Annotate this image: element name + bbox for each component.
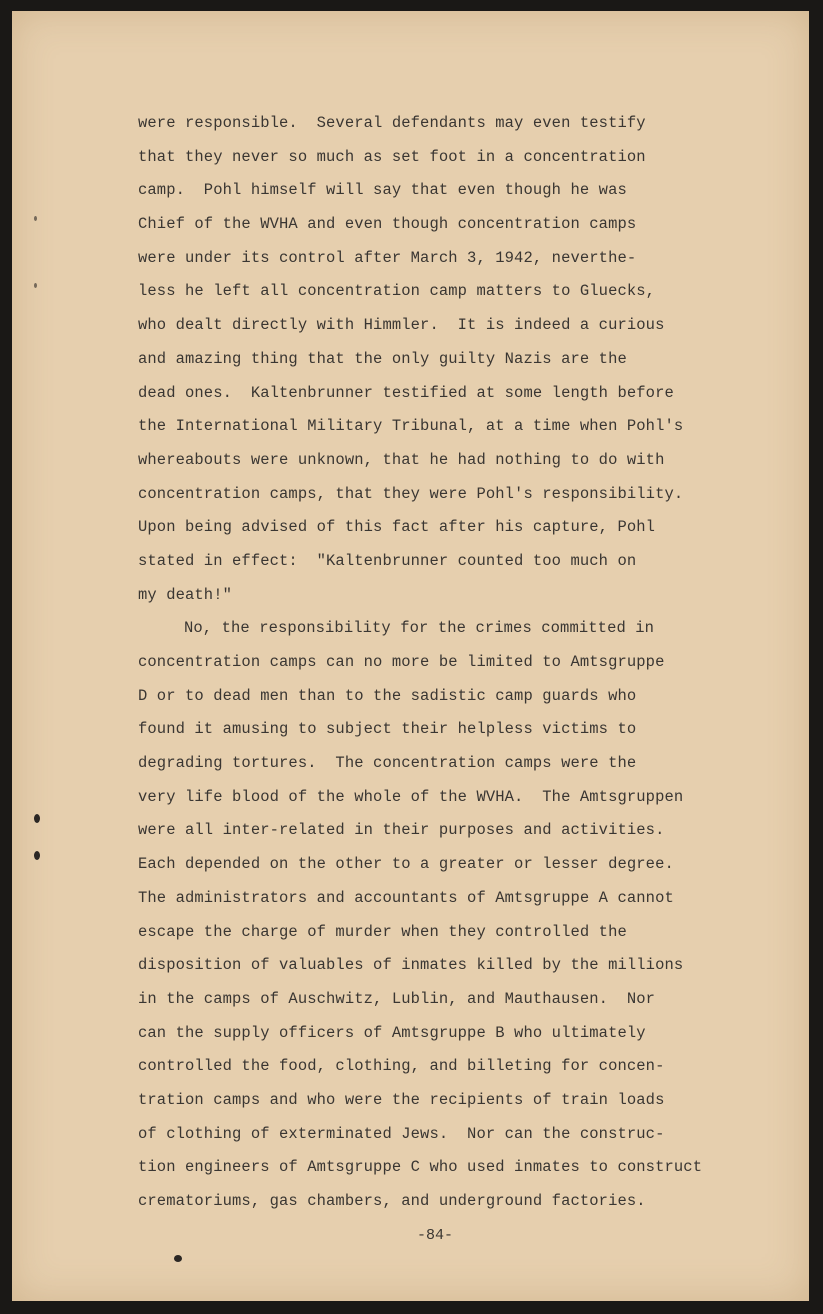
text-line: my death!": [138, 585, 233, 604]
text-line: The administrators and accountants of Amtsgruppe A cannot: [138, 888, 674, 907]
text-line: concentration camps can no more be limited to Amtsgruppe: [138, 653, 665, 671]
text-line: camp. Pohl himself will say that even though he was: [138, 181, 627, 200]
text-line: that they never so much as set foot in a concentration: [138, 147, 646, 166]
text-line: escape the charge of murder when they controlled the: [138, 922, 627, 941]
text-line: less he left all concentration camp matters to Gluecks,: [138, 282, 656, 301]
body-text: [138, 107, 758, 1219]
text-line: can the supply officers of Amtsgruppe B who ultimately: [138, 1023, 646, 1042]
text-line: were all inter-related in their purposes and activities.: [138, 821, 665, 840]
text-line: of clothing of exterminated Jews. Nor can the construc-: [138, 1124, 665, 1143]
text-line: degrading tortures. The concentration camps were the: [138, 754, 637, 773]
text-line: tion engineers of Amtsgruppe C who used inmates to construct: [138, 1158, 703, 1177]
text-line: who dealt directly with Himmler. It is indeed a curious: [138, 316, 665, 335]
document-page: [12, 11, 809, 1301]
ink-mark: [34, 814, 40, 823]
text-line: No, the responsibility for the crimes committed in: [184, 619, 655, 638]
text-line: very life blood of the whole of the WVHA. The Amtsgruppen: [138, 787, 684, 806]
text-line: and amazing thing that the only guilty Nazis are the: [138, 349, 627, 368]
text-line: dead ones. Kaltenbrunner testified at some length before: [138, 383, 674, 402]
text-line: the International Military Tribunal, at a time when Pohl's: [138, 417, 684, 436]
page-number: -84-: [417, 1227, 454, 1244]
text-line: tration camps and who were the recipients of train loads: [138, 1090, 665, 1109]
text-line: Chief of the WVHA and even though concentration camps: [138, 215, 637, 234]
ink-mark: [34, 851, 40, 860]
text-line: controlled the food, clothing, and billeting for concen-: [138, 1057, 665, 1076]
text-line: Upon being advised of this fact after his capture, Pohl: [138, 518, 656, 537]
text-line: disposition of valuables of inmates killed by the millions: [138, 956, 684, 975]
text-line: crematoriums, gas chambers, and underground factories.: [138, 1192, 646, 1210]
text-line: D or to dead men than to the sadistic camp guards who: [138, 686, 637, 705]
text-line: stated in effect: "Kaltenbrunner counted too much on: [138, 551, 637, 570]
text-line: whereabouts were unknown, that he had nothing to do with: [138, 450, 665, 469]
text-line: concentration camps, that they were Pohl's responsibility.: [138, 484, 684, 503]
ink-mark: [34, 283, 37, 288]
text-line: were responsible. Several defendants may even testify: [138, 114, 646, 132]
ink-mark: [34, 216, 37, 221]
text-line: Each depended on the other to a greater or lesser degree.: [138, 855, 674, 874]
ink-mark: [174, 1255, 182, 1262]
text-line: were under its control after March 3, 1942, neverthe-: [138, 248, 637, 267]
text-line: in the camps of Auschwitz, Lublin, and Mauthausen. Nor: [138, 989, 656, 1008]
text-line: found it amusing to subject their helpless victims to: [138, 720, 637, 739]
